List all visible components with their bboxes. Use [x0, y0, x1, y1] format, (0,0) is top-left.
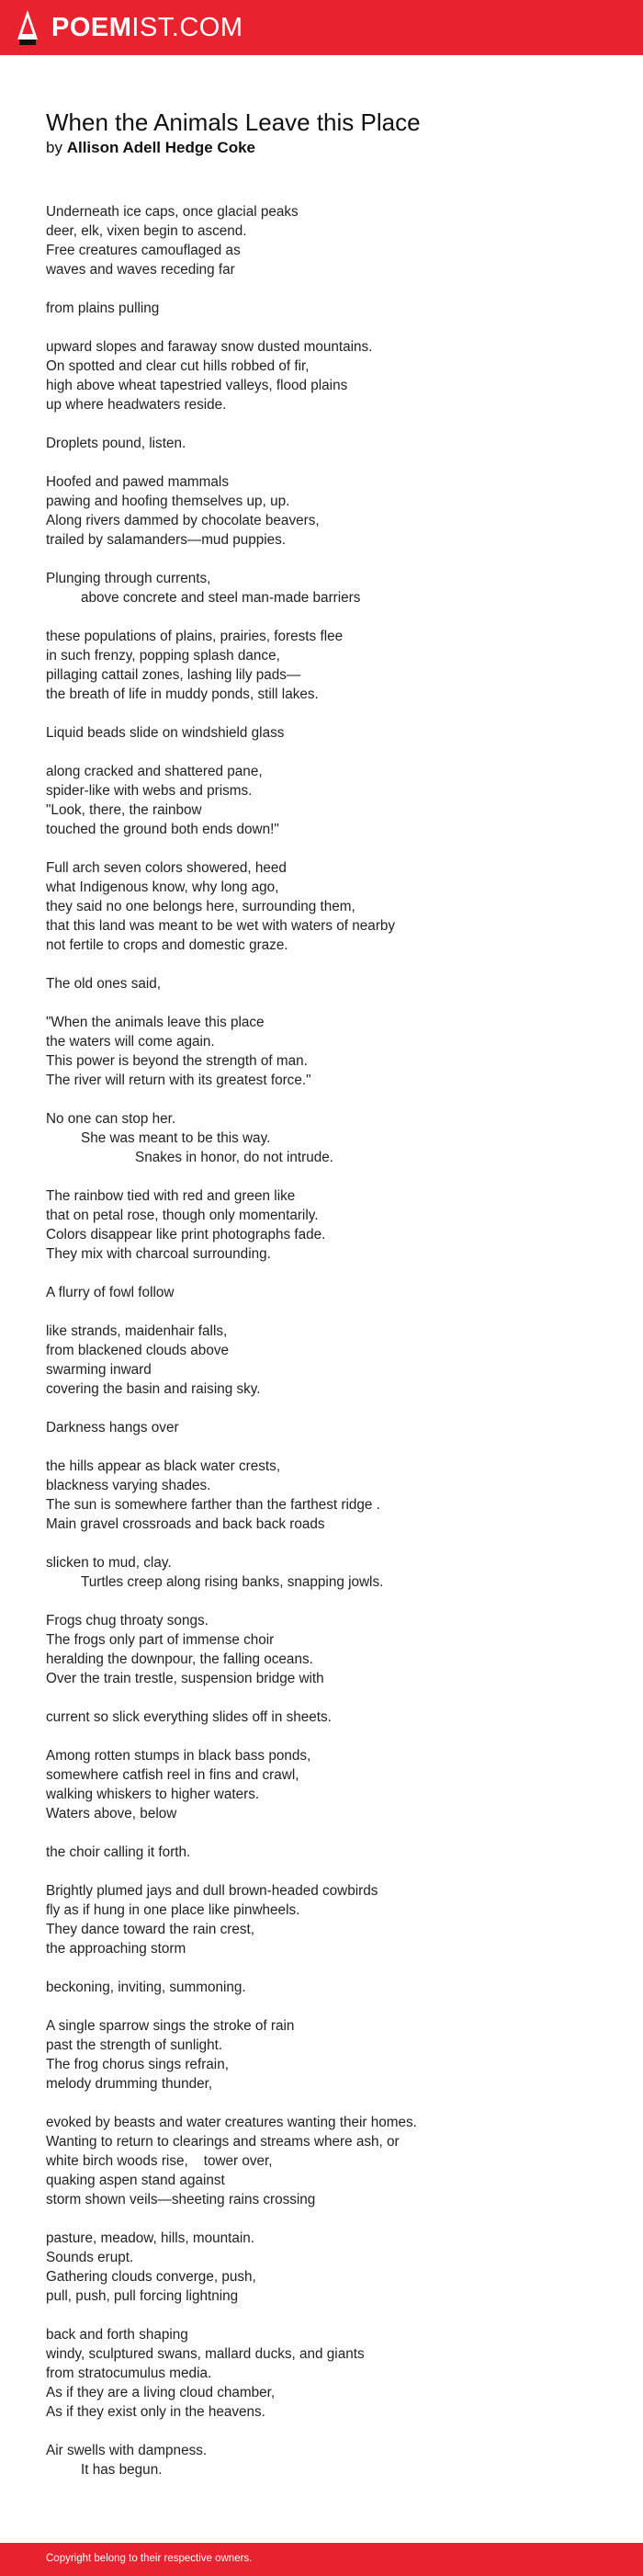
poem-line: fly as if hung in one place like pinwheels.	[46, 1902, 300, 1918]
poem-line: past the strength of sunlight.	[46, 2037, 223, 2053]
poem-line: Snakes in honor, do not intrude.	[135, 1150, 334, 1165]
poem-line: This power is beyond the strength of man.	[46, 1053, 308, 1069]
poem-line: As if they exist only in the heavens.	[46, 2404, 265, 2420]
poem-line: Sounds erupt.	[46, 2250, 134, 2265]
poem-line: trailed by salamanders—mud puppies.	[46, 532, 287, 548]
poem-line: what Indigenous know, why long ago,	[46, 879, 279, 895]
poem-line: that on petal rose, though only momentarily.	[46, 1208, 319, 1223]
poem-line: Plunging through currents,	[46, 571, 211, 586]
poem-line: evoked by beasts and water creatures wanting their homes.	[46, 2115, 417, 2130]
poem-stanza	[46, 2325, 606, 2422]
poem-byline	[46, 138, 606, 158]
poem-line: white birch woods rise, tower over,	[46, 2153, 273, 2169]
poem-author[interactable]: Allison Adell Hedge Coke	[66, 139, 255, 156]
poem-line: swarming inward	[46, 1362, 152, 1378]
poem-line: Air swells with dampness.	[46, 2443, 208, 2458]
poem-stanza	[46, 723, 606, 743]
poem-line: pillaging cattail zones, lashing lily pads—	[46, 667, 301, 683]
poem-stanza	[46, 1881, 606, 1958]
poem-line: Main gravel crossroads and back back roads	[46, 1516, 325, 1532]
poem-line: "When the animals leave this place	[46, 1015, 265, 1030]
poem-stanza	[46, 434, 606, 453]
site-header	[0, 0, 643, 55]
poem-line: pasture, meadow, hills, mountain.	[46, 2230, 255, 2246]
poem-line: in such frenzy, popping splash dance,	[46, 648, 280, 664]
poem-line: As if they are a living cloud chamber,	[46, 2385, 276, 2400]
poem-stanza	[46, 1611, 606, 1688]
poem-stanza	[46, 1109, 606, 1167]
poem-line: Frogs chug throaty songs.	[46, 1613, 209, 1628]
poem-stanza	[46, 1708, 606, 1727]
poem-line: touched the ground both ends down!"	[46, 822, 279, 837]
poem-line: the hills appear as black water crests,	[46, 1458, 281, 1474]
poem-line: They dance toward the rain crest,	[46, 1922, 255, 1937]
poem-line: above concrete and steel man-made barriers	[81, 590, 361, 606]
poem-line: current so slick everything slides off in sheets.	[46, 1709, 332, 1725]
poem-stanza	[46, 1186, 606, 1264]
poem-line: The frog chorus sings refrain,	[46, 2057, 229, 2072]
poem-line: pull, push, pull forcing lightning	[46, 2288, 239, 2304]
logo-text-light: IST.COM	[131, 13, 243, 42]
poem-line: from blackened clouds above	[46, 1343, 229, 1358]
poem-line: that this land was meant to be wet with waters of nearby	[46, 918, 396, 934]
poem-line: slicken to mud, clay.	[46, 1555, 172, 1571]
poem-line: the approaching storm	[46, 1941, 186, 1957]
poem-line: these populations of plains, prairies, forests flee	[46, 629, 344, 644]
poem-line: the breath of life in muddy ponds, still lakes.	[46, 687, 319, 702]
poem-line: Liquid beads slide on windshield glass	[46, 725, 285, 741]
poem-line: Underneath ice caps, once glacial peaks	[46, 204, 299, 220]
poem-line: Among rotten stumps in black bass ponds,	[46, 1748, 311, 1764]
poem-line: Darkness hangs over	[46, 1420, 179, 1436]
poem-line: A flurry of fowl follow	[46, 1285, 175, 1300]
site-logo[interactable]	[13, 9, 243, 46]
poem-line: Colors disappear like print photographs fade.	[46, 1227, 326, 1243]
poem-line: covering the basin and raising sky.	[46, 1381, 261, 1397]
poem-line: Wanting to return to clearings and streams where ash, or	[46, 2134, 400, 2150]
poem-line: blackness varying shades.	[46, 1478, 211, 1493]
poem-line: high above wheat tapestried valleys, flood plains	[46, 378, 348, 393]
poem-stanza	[46, 202, 606, 279]
poem-line: pawing and hoofing themselves up, up.	[46, 494, 290, 509]
site-footer	[0, 2543, 643, 2576]
poem-content	[46, 108, 606, 2499]
poem-line: No one can stop her.	[46, 1111, 176, 1127]
poem-stanza	[46, 627, 606, 704]
byline-prefix: by	[46, 139, 62, 156]
poem-line: Waters above, below	[46, 1806, 177, 1821]
poem-line: quaking aspen stand against	[46, 2173, 225, 2188]
poem-line: A single sparrow sings the stroke of rain	[46, 2018, 295, 2034]
poem-stanza	[46, 1553, 606, 1592]
poem-stanza	[46, 1843, 606, 1862]
poem-line: windy, sculptured swans, mallard ducks, and giants	[46, 2346, 365, 2362]
poem-line: They mix with charcoal surrounding.	[46, 1246, 271, 1262]
poem-line: The sun is somewhere farther than the farthest ridge .	[46, 1497, 380, 1513]
poem-line: melody drumming thunder,	[46, 2076, 213, 2092]
poem-line: It has begun.	[81, 2462, 163, 2478]
poem-line: they said no one belongs here, surrounding them,	[46, 899, 355, 914]
poem-line: beckoning, inviting, summoning.	[46, 1980, 246, 1995]
poem-stanza	[46, 1283, 606, 1302]
poem-line: up where headwaters reside.	[46, 397, 227, 413]
poem-line: waves and waves receding far	[46, 262, 235, 278]
poem-line: along cracked and shattered pane,	[46, 764, 263, 779]
poem-line: somewhere catfish reel in fins and crawl,	[46, 1767, 299, 1783]
poem-stanza	[46, 974, 606, 993]
poem-line: not fertile to crops and domestic graze.	[46, 937, 288, 953]
poem-stanza	[46, 2441, 606, 2480]
poem-title: When the Animals Leave this Place	[46, 108, 421, 136]
poem-line: The old ones said,	[46, 976, 162, 992]
site-logo-text	[51, 9, 243, 46]
poem-stanza	[46, 1322, 606, 1399]
poem-stanza	[46, 762, 606, 839]
poem-line: spider-like with webs and prisms.	[46, 783, 253, 799]
poem-line: The river will return with its greatest force."	[46, 1072, 311, 1088]
poem-stanza	[46, 2016, 606, 2094]
poem-line: Full arch seven colors showered, heed	[46, 860, 287, 876]
poem-line: heralding the downpour, the falling oceans.	[46, 1651, 313, 1667]
poem-body	[46, 202, 606, 2480]
footer-copyright: Copyright belong to their respective owners.	[46, 2553, 253, 2564]
poem-line: Along rivers dammed by chocolate beavers,	[46, 513, 320, 528]
poem-line: upward slopes and faraway snow dusted mountains.	[46, 339, 373, 355]
poem-line: from stratocumulus media.	[46, 2366, 212, 2381]
poem-stanza	[46, 2113, 606, 2209]
poem-line: Hoofed and pawed mammals	[46, 474, 229, 490]
poem-line: Turtles creep along rising banks, snapping jowls.	[81, 1574, 384, 1590]
poem-stanza	[46, 569, 606, 607]
pen-nib-icon	[13, 9, 42, 46]
poem-line: the choir calling it forth.	[46, 1844, 191, 1860]
poem-stanza	[46, 1978, 606, 1997]
poem-line: Brightly plumed jays and dull brown-headed cowbirds	[46, 1883, 378, 1899]
poem-line: She was meant to be this way.	[81, 1130, 271, 1146]
poem-line: the waters will come again.	[46, 1034, 215, 1050]
poem-stanza	[46, 1013, 606, 1090]
poem-line: Gathering clouds converge, push,	[46, 2269, 256, 2285]
poem-line: Droplets pound, listen.	[46, 436, 186, 451]
poem-stanza	[46, 299, 606, 318]
poem-stanza	[46, 337, 606, 414]
poem-line: deer, elk, vixen begin to ascend.	[46, 223, 247, 239]
poem-stanza	[46, 1418, 606, 1437]
poem-line: Free creatures camouflaged as	[46, 243, 241, 258]
poem-line: walking whiskers to higher waters.	[46, 1787, 260, 1802]
poem-stanza	[46, 1746, 606, 1823]
poem-stanza	[46, 472, 606, 550]
poem-line: The frogs only part of immense choir	[46, 1632, 275, 1648]
poem-stanza	[46, 858, 606, 955]
poem-line: back and forth shaping	[46, 2327, 188, 2343]
poem-line: On spotted and clear cut hills robbed of fir,	[46, 358, 310, 374]
poem-line: The rainbow tied with red and green like	[46, 1188, 296, 1204]
poem-line: from plains pulling	[46, 301, 160, 316]
poem-line: "Look, there, the rainbow	[46, 802, 202, 818]
poem-stanza	[46, 2229, 606, 2306]
poem-line: Over the train trestle, suspension bridge with	[46, 1671, 324, 1686]
poem-line: like strands, maidenhair falls,	[46, 1323, 228, 1339]
logo-text-bold: POEM	[51, 13, 132, 42]
poem-line: storm shown veils—sheeting rains crossing	[46, 2192, 316, 2207]
poem-stanza	[46, 1457, 606, 1534]
